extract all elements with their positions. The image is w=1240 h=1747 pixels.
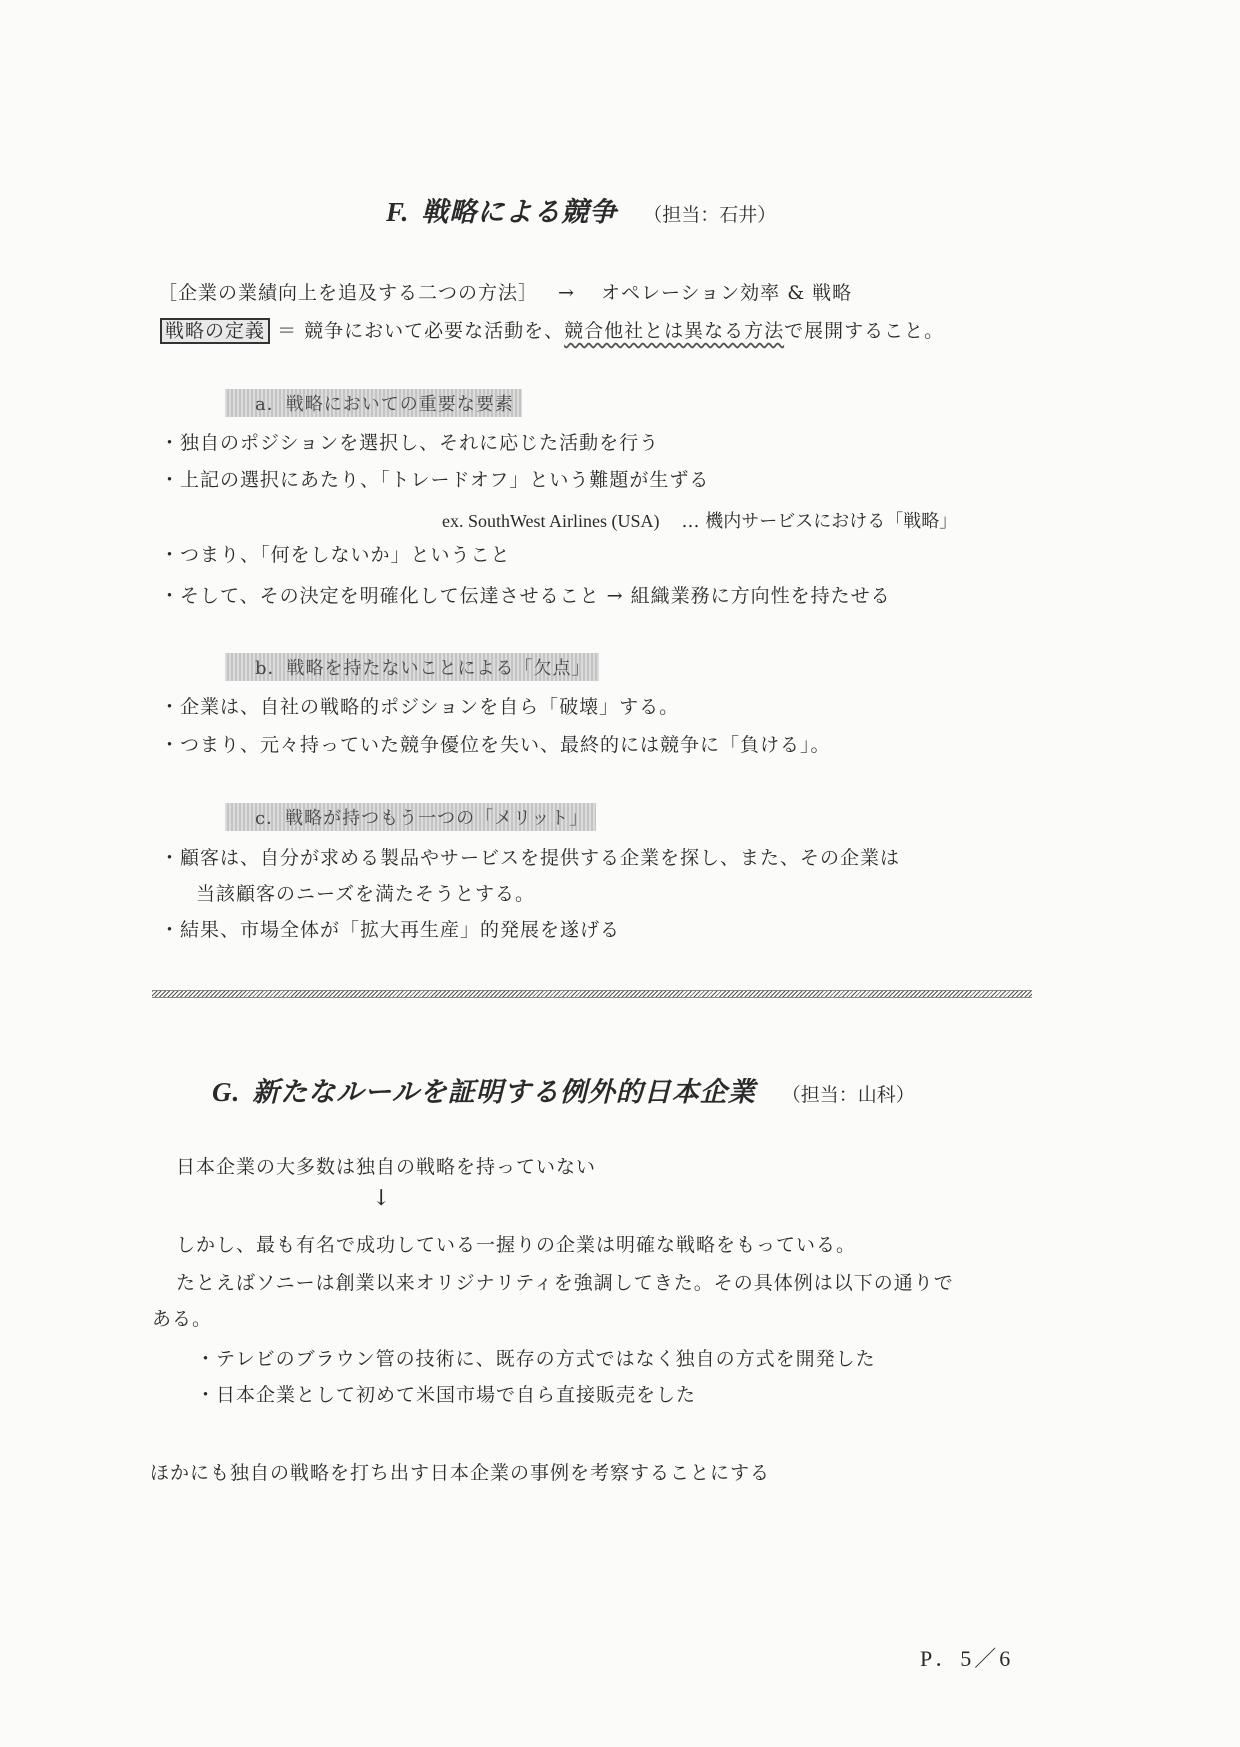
g-bullet-1: ・テレビのブラウン管の技術に、既存の方式ではなく独自の方式を開発した <box>196 1348 876 1370</box>
sub-c-bullet-1-cont: 当該顧客のニーズを満たそうとする。 <box>196 883 536 905</box>
page-number: P．5／6 <box>920 1646 1014 1671</box>
definition-eq: ＝ 競争において必要な活動を、 <box>277 320 565 342</box>
sub-a-bullet-2: ・上記の選択にあたり、「トレードオフ」という難題が生ずる <box>160 469 710 491</box>
intro-line <box>158 278 852 305</box>
sub-c-bullet-1: ・顧客は、自分が求める製品やサービスを提供する企業を探し、また、その企業は <box>160 847 901 869</box>
section-f-title <box>386 190 776 229</box>
sub-b-bullet-1: ・企業は、自社の戦略的ポジションを自ら「破壊」する。 <box>160 696 680 718</box>
section-g-letter: G. <box>212 1077 241 1107</box>
subheading-a: a．戦略においての重要な要素 <box>225 389 522 417</box>
g-closing-line: ほかにも独自の戦略を打ち出す日本企業の事例を考察することにする <box>150 1462 771 1484</box>
sub-a-bullet-3: ・つまり、「何をしないか」ということ <box>160 544 511 566</box>
section-g-assignee: （担当：山科） <box>781 1084 915 1106</box>
g-line-1: 日本企業の大多数は独自の戦略を持っていない <box>176 1156 597 1178</box>
subheading-c: c．戦略が持つもう一つの「メリット」 <box>225 803 596 831</box>
sub-b-bullet-2: ・つまり、元々持っていた競争優位を失い、最終的には競争に「負ける」。 <box>160 734 831 756</box>
g-bullet-2: ・日本企業として初めて米国市場で自ら直接販売をした <box>196 1384 697 1406</box>
section-f-heading: 戦略による競争 <box>421 197 618 228</box>
sub-c-bullet-2: ・結果、市場全体が「拡大再生産」的発展を遂げる <box>160 919 621 941</box>
g-line-4: ある。 <box>152 1308 213 1330</box>
subheading-b: b．戦略を持たないことによる「欠点」 <box>225 653 599 681</box>
definition-line <box>160 316 944 343</box>
example-latin: ex. SouthWest Airlines (USA) <box>442 511 660 531</box>
sub-a-bullet-1: ・独自のポジションを選択し、それに応じた活動を行う <box>160 432 660 454</box>
section-f-assignee: （担当：石井） <box>643 204 777 226</box>
section-g-title <box>212 1070 915 1109</box>
section-g-heading: 新たなルールを証明する例外的日本企業 <box>252 1077 756 1108</box>
intro-bracket: ［企業の業績向上を追及する二つの方法］ <box>158 282 539 304</box>
sub-a-bullet-4: ・そして、その決定を明確化して伝達させること → 組織業務に方向性を持たせる <box>160 585 891 607</box>
example-jp: … 機内サービスにおける「戦略」 <box>681 511 958 532</box>
definition-wavy: 競合他社とは異なる方法 <box>564 320 785 342</box>
g-line-2: しかし、最も有名で成功している一握りの企業は明確な戦略をもっている。 <box>176 1234 857 1256</box>
down-arrow: ↓ <box>372 1186 391 1211</box>
sub-a-example <box>442 507 957 533</box>
section-divider <box>152 990 1032 998</box>
definition-tail: で展開すること。 <box>784 320 945 342</box>
intro-arrow: → <box>558 282 575 304</box>
definition-label: 戦略の定義 <box>160 318 270 344</box>
g-line-3: たとえばソニーは創業以来オリジナリティを強調してきた。その具体例は以下の通りで <box>176 1272 954 1294</box>
section-f-letter: F. <box>386 197 410 227</box>
intro-result: オペレーション効率 & 戦略 <box>600 282 853 304</box>
